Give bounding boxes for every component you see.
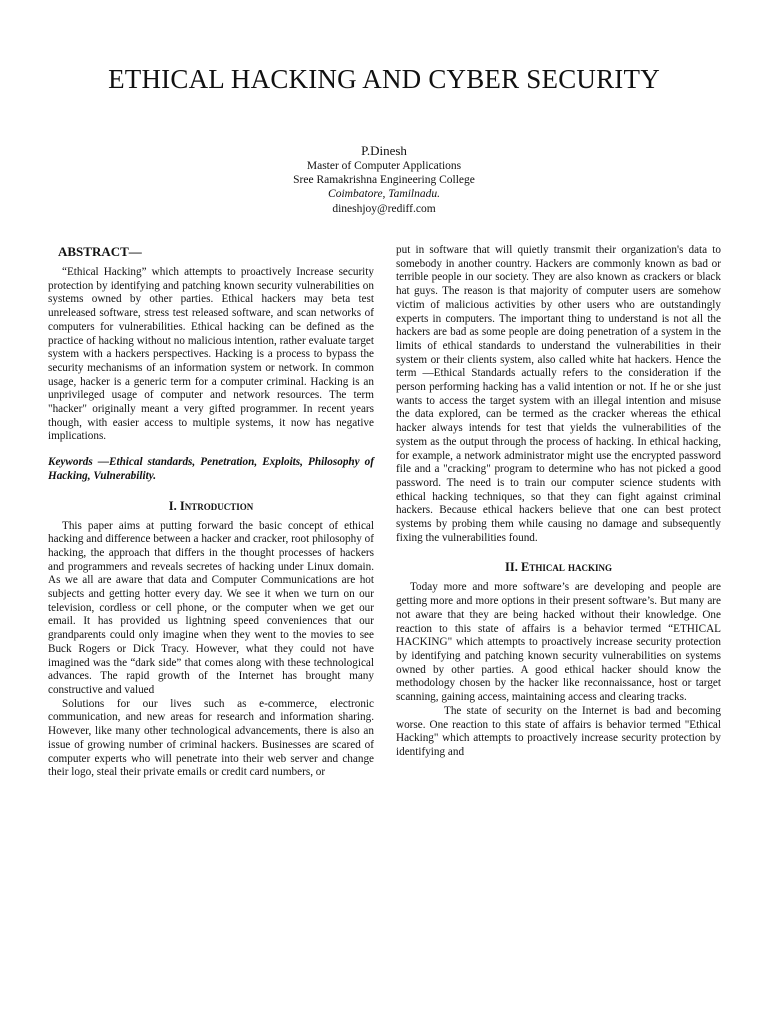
author-block: [0, 142, 768, 216]
abstract-heading: ABSTRACT—: [58, 244, 142, 259]
author-email: dineshjoy@rediff.com: [332, 202, 436, 215]
ethical-hacking-paragraph-2: The state of security on the Internet is bad and becoming worse. One reaction to this state of affairs is behavior termed "Ethical Hacking" which attempts to proactively increase security protection by identifying and: [396, 704, 721, 758]
abstract-body: “Ethical Hacking” which attempts to proactively Increase security protection by identifying and patching known security vulnerabilities on systems owned by other parties. Ethical hackers may beta test unreleased software, stress test released software, and scan networks of computers for vulnerabilities. Ethical hacking can be defined as the practice of hacking without no malicious intention, rather evaluate target system with a hackers perspectives. Hacking is a process to bypass the security mechanisms of an information system or network. In common usage, hacker is a generic term for a computer criminal. Hacking is an unprivileged usage of computer and network resources. The term "hacker" originally meant a very gifted programmer. In recent years though, with easier access to multiple systems, it now has negative implications.: [48, 266, 374, 443]
section-heading-ethical-hacking: II. Ethical hacking: [505, 560, 612, 575]
affiliation-degree: Master of Computer Applications: [306, 160, 462, 172]
ethical-hacking-paragraph-1: Today more and more software’s are developing and people are getting more and more options in their present software’s. But many are not aware that they are being hacked without their knowledge. One reaction to this state of affairs is a behavior termed “ETHICAL HACKING" which attempts to proactively increase security protection by identifying and patching known security vulnerabilities on systems owned by other parties. A good ethical hacker should know the methodology chosen by the hacker like reconnaissance, host or target scanning, gaining access, maintaining access and clearing tracks.: [396, 581, 721, 704]
right-column: [396, 244, 721, 760]
keywords: Keywords —Ethical standards, Penetration, Exploits, Philosophy of Hacking, Vulnerability.: [48, 456, 374, 482]
intro-paragraph-3: put in software that will quietly transmit their organization's data to somebody in another country. Hackers are commonly known as bad or terrible people in our society. They are also known as crackers or black hat guys. The reason is that majority of computer users are somehow victim of malicious activities by other users who are outstandingly experts in computers. The important thing to understand is not all the hackers are bad as some people are doing penetration of a system in the limits of ethical standards to understand the vulnerabilities in their system or their clients system, also called white hat hackers. Hence the term —Ethical Standards actually refers to the consideration if the person performing hacking has a valid intention or not. If he or she just wants to access the target system with an illegal intention and misuse the data explored, can be termed as the cracker whereas the ethical hacker always intends for test that yields the vulnerabilities of the system as the output through the process of hacking. In ethical hacking, for example, a network administrator might use the encrypted password file and a "cracking" program to determine who has not picked a good password. The need is to train our computer science students with ethical hacking techniques, so that they can fight against criminal hackers. Because ethical hackers believe that one can best protect systems by probing them while causing no damage and subsequently fixing the vulnerabilities found.: [396, 244, 721, 544]
intro-paragraph-2: Solutions for our lives such as e-commerce, electronic communication, and new areas for research and information sharing. However, like many other technological advancements, there is also an issue of growing number of criminal hackers. Businesses are scared of computer experts who will penetrate into their web server and change their logo, steal their private emails or credit card numbers, or: [48, 697, 374, 779]
affiliation-college: Sree Ramakrishna Engineering College: [293, 174, 475, 187]
left-column: [48, 244, 374, 780]
author-name: P.Dinesh: [361, 143, 407, 158]
affiliation-location: Coimbatore, Tamilnadu.: [328, 188, 440, 201]
paper-title: ETHICAL HACKING AND CYBER SECURITY: [108, 64, 660, 94]
intro-paragraph-1: This paper aims at putting forward the basic concept of ethical hacking and difference between a hacker and cracker, root philosophy of hacking, the approach that differs in the thought processes of hackers and programmers and reveals secretes of hacking under Linux domain. As we all are aware that data and Computer Communications are hot subjects and getting hotter every day. We see it when we turn on our television, cordless or cell phone, or the computer when we get our email. It has provided us lightning speed conveniences that our grandparents could only imagine when they went to the movies to see Buck Rogers or Dick Tracy. However, what they could not have imagined was the “dark side” that comes along with these technological advances. The rapid growth of the Internet has brought many constructive and valued: [48, 519, 374, 696]
section-heading-introduction: I. Introduction: [168, 498, 254, 513]
